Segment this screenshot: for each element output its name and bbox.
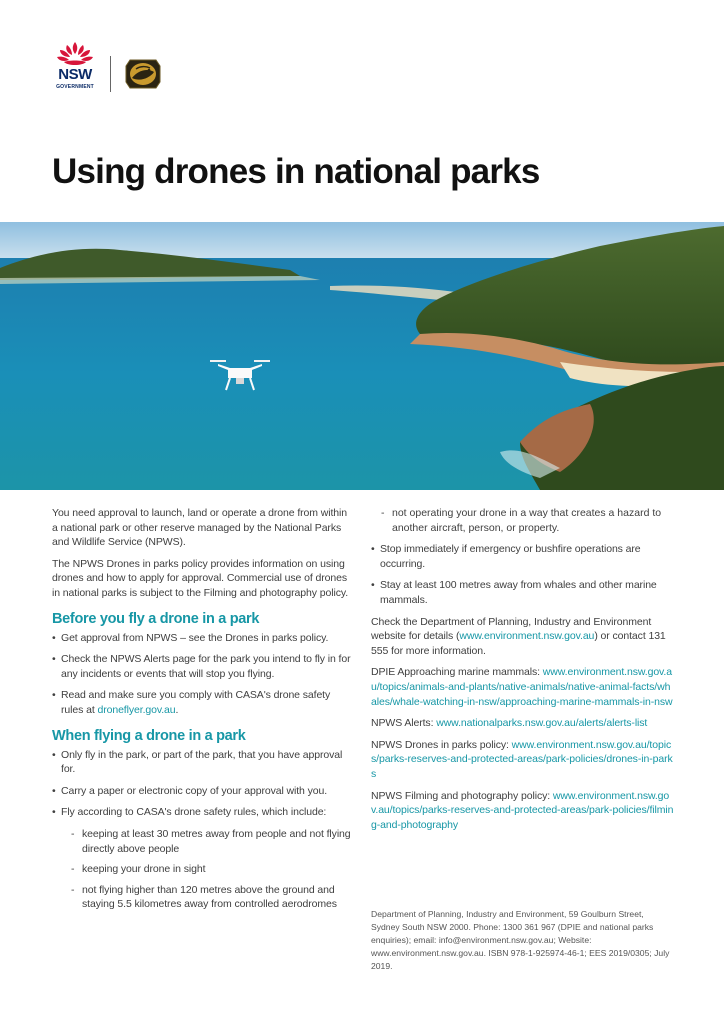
header xyxy=(52,40,252,100)
list-item-text: Read and make sure you comply with CASA's drone safety rules at xyxy=(61,689,331,716)
nsw-wordmark: NSW xyxy=(58,66,92,83)
rule-item: - not operating your drone in a way that creates a hazard to another aircraft, person, or property. xyxy=(371,506,675,535)
waratah-icon xyxy=(55,40,95,68)
list-item xyxy=(52,688,352,717)
alerts-link[interactable]: www.nationalparks.nsw.gov.au/alerts/alerts-list xyxy=(436,717,648,730)
nsw-government-logo[interactable] xyxy=(52,40,98,96)
npws-emblem-icon[interactable] xyxy=(124,56,162,92)
rule-item: - keeping at least 30 metres away from people and not flying directly above people xyxy=(71,827,352,856)
reference-filming-policy xyxy=(371,789,675,833)
check-text: Check the Department of Planning, Industry and Environment website for details ( xyxy=(371,615,652,643)
reference-label: NPWS Drones in parks policy: xyxy=(371,738,512,751)
list-item xyxy=(52,805,352,912)
footer-contact: Department of Planning, Industry and Environment, 59 Goulburn Street, Sydney South NSW 2000. Phone: 1300 361 967 (DPIE and national parks enquiries); email: info@environment.nsw.gov.au; Website: www.environment.nsw.gov.au. ISBN 978-1-925974-46-1; EES 2019/0305; July 2019. xyxy=(371,909,670,971)
when-list xyxy=(52,748,352,912)
reference-drones-policy xyxy=(371,738,675,782)
rule-item: - not flying higher than 120 metres above the ground and staying 5.5 kilometres away from controlled aerodromes xyxy=(71,883,352,912)
list-item: • Stop immediately if emergency or bushfire operations are occurring. xyxy=(371,542,675,571)
stop-list xyxy=(371,542,675,607)
list-item: • Stay at least 100 metres away from whales and other marine mammals. xyxy=(371,578,675,607)
reference-alerts xyxy=(371,716,675,731)
reference-label: NPWS Alerts: xyxy=(371,717,437,730)
intro-paragraph-2: The NPWS Drones in parks policy provides information on using drones and how to apply for approval. Commercial use of drones in national parks is subject to the Filming and photography policy. xyxy=(52,557,349,599)
list-item: • Get approval from NPWS – see the Drones in parks policy. xyxy=(52,631,352,646)
intro-paragraph-1: You need approval to launch, land or operate a drone from within a national park or other reserve managed by the National Parks and Wildlife Service (NPWS). xyxy=(52,507,347,549)
right-column xyxy=(371,506,675,839)
casa-rules-list xyxy=(61,827,352,912)
drones-policy-link[interactable]: www.environment.nsw.gov.au/topics/parks-reserves-and-protected-areas/park-policies/drones-in-parks xyxy=(371,738,673,780)
list-item-end: . xyxy=(175,703,179,716)
check-text-end: ) or contact 131 555 for more information. xyxy=(371,630,666,657)
check-paragraph xyxy=(371,615,675,659)
list-item-text: Fly according to CASA's drone safety rules, which include: xyxy=(61,806,327,819)
reference-marine-mammals xyxy=(371,665,675,709)
photo-credit: Photo: J Spencer/OEH xyxy=(49,561,58,646)
before-list xyxy=(52,631,352,718)
logo-divider xyxy=(110,56,111,92)
list-item: • Carry a paper or electronic copy of your approval with you. xyxy=(52,784,352,799)
rule-item: - keeping your drone in sight xyxy=(71,862,352,877)
nsw-government-label: GOVERNMENT xyxy=(56,84,94,90)
environment-link[interactable]: www.environment.nsw.gov.au xyxy=(459,630,595,643)
heading-when-flying: When flying a drone in a park xyxy=(52,727,246,744)
casa-link[interactable]: droneflyer.gov.au xyxy=(97,703,176,716)
list-item: • Check the NPWS Alerts page for the park you intend to fly in for any incidents or events that will stop you flying. xyxy=(52,652,352,681)
list-item: • Only fly in the park, or part of the park, that you have approval for. xyxy=(52,748,352,777)
coastal-landscape-image xyxy=(0,222,724,490)
reference-label: DPIE Approaching marine mammals: xyxy=(371,666,543,679)
heading-before-you-fly: Before you fly a drone in a park xyxy=(52,610,260,627)
reference-label: NPWS Filming and photography policy: xyxy=(371,789,553,802)
filming-policy-link[interactable]: www.environment.nsw.gov.au/topics/parks-reserves-and-protected-areas/park-policies/filming-and-photography xyxy=(371,789,674,831)
left-column xyxy=(52,506,352,919)
page-title: Using drones in national parks xyxy=(52,152,540,191)
marine-mammals-link[interactable]: www.environment.nsw.gov.au/topics/animals-and-plants/native-animals/native-animal-facts/whales/whale-watching-in-nsw/approaching-marine-mammals-in-nsw xyxy=(371,666,673,708)
